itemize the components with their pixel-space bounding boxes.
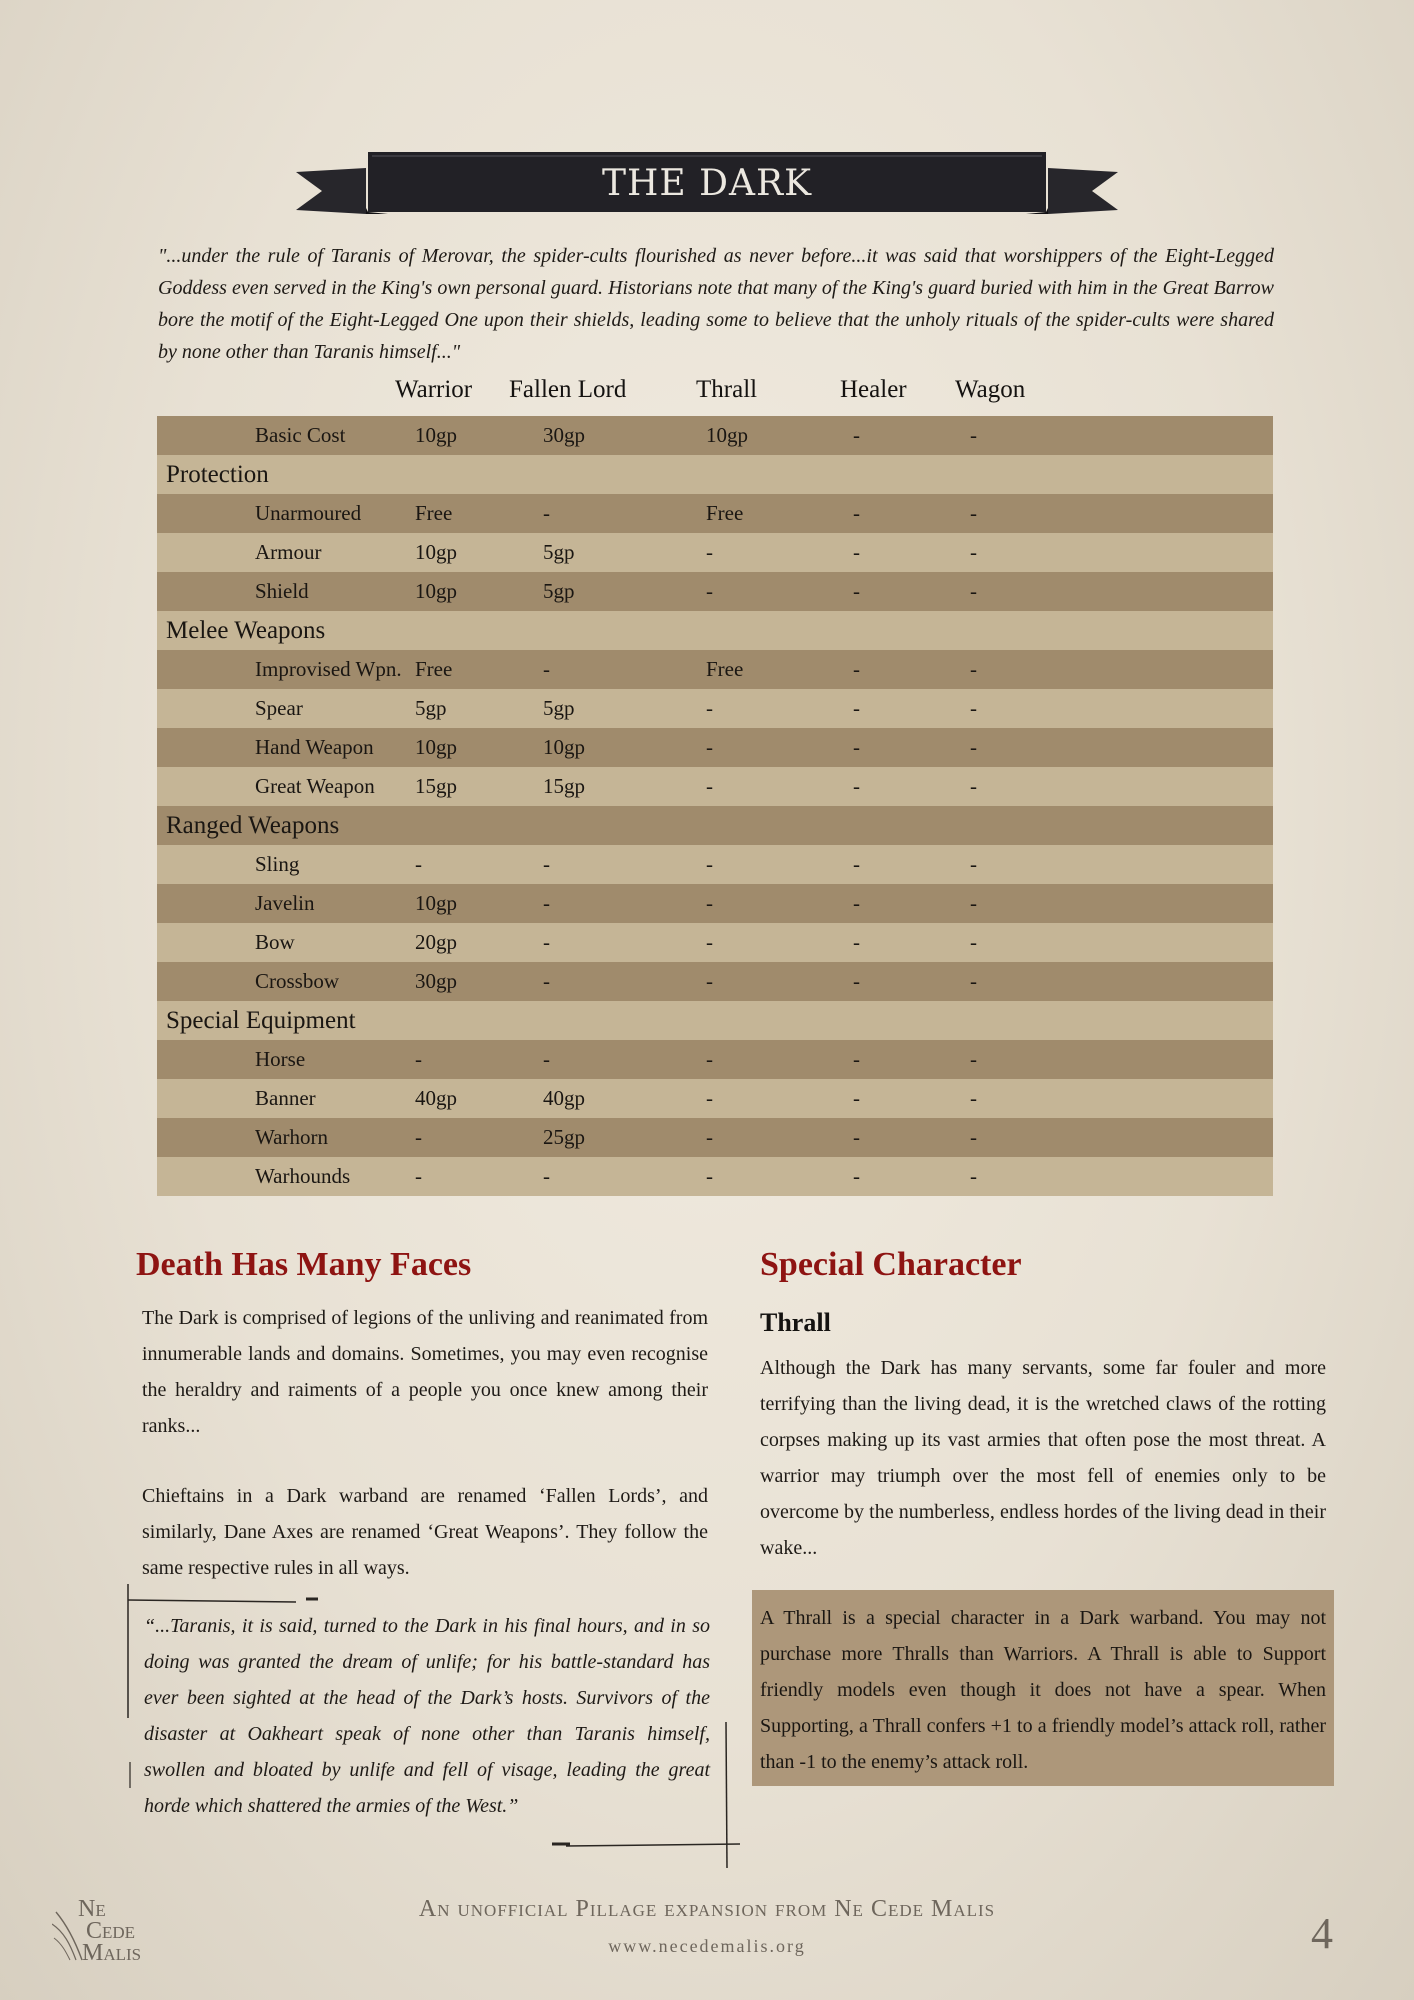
thrall-paragraph: Although the Dark has many servants, some far fouler and more terrifying than the living dead, it is the wretched claws of the rotting corpses making up its vast armies that often pose the most threat. A warrior may triumph over the most fell of enemies only to be overcome by the numberless, endless hordes of the living dead in their wake...: [760, 1357, 1326, 1559]
table-section-row: [157, 611, 1273, 650]
table-row: [157, 845, 1273, 884]
table-row: [157, 1040, 1273, 1079]
cell-healer: -: [853, 735, 860, 759]
section-label: Special Equipment: [166, 1007, 356, 1034]
cell-thrall: -: [706, 1125, 713, 1149]
item-label: Basic Cost: [255, 423, 346, 447]
cell-warrior: -: [415, 1047, 422, 1071]
item-label: Improvised Wpn.: [255, 657, 402, 681]
table-row: [157, 650, 1273, 689]
cell-thrall: -: [706, 774, 713, 798]
cost-table: [157, 416, 1273, 1196]
cell-wagon: -: [970, 423, 977, 447]
table-row: [157, 923, 1273, 962]
death-paragraph-2: Chieftains in a Dark warband are renamed ‘Fallen Lords’, and similarly, Dane Axes are renamed ‘Great Weapons’. They follow the same respective rules in all ways.: [142, 1485, 708, 1579]
heading-special-character: Special Character: [760, 1246, 1022, 1283]
cell-wagon: -: [970, 1164, 977, 1188]
cell-wagon: -: [970, 930, 977, 954]
cell-thrall: -: [706, 852, 713, 876]
table-row: [157, 962, 1273, 1001]
section-label: Protection: [166, 461, 269, 488]
table-row: [157, 533, 1273, 572]
cell-warrior: -: [415, 852, 422, 876]
cell-warrior: 10gp: [415, 540, 457, 564]
cell-fallen-lord: -: [543, 969, 550, 993]
cell-fallen-lord: 30gp: [543, 423, 585, 447]
cell-healer: -: [853, 579, 860, 603]
section-label: Melee Weapons: [166, 617, 326, 644]
table-section-row: [157, 455, 1273, 494]
cell-fallen-lord: -: [543, 1047, 550, 1071]
logo-line-3: Malis: [82, 1940, 142, 1966]
cell-thrall: 10gp: [706, 423, 748, 447]
table-row: [157, 494, 1273, 533]
cell-fallen-lord: 5gp: [543, 579, 575, 603]
cell-wagon: -: [970, 1086, 977, 1110]
cell-fallen-lord: 40gp: [543, 1086, 585, 1110]
item-label: Crossbow: [255, 969, 340, 993]
taranis-quote-box: [126, 1582, 740, 1868]
cell-thrall: -: [706, 696, 713, 720]
table-row: [157, 689, 1273, 728]
cell-thrall: Free: [706, 657, 744, 681]
table-row: [157, 1157, 1273, 1196]
cell-warrior: 10gp: [415, 891, 457, 915]
cell-warrior: 5gp: [415, 696, 447, 720]
cell-fallen-lord: -: [543, 852, 550, 876]
cell-wagon: -: [970, 1047, 977, 1071]
heading-death-has-many-faces: Death Has Many Faces: [136, 1246, 472, 1283]
section-label: Ranged Weapons: [166, 812, 340, 839]
cell-fallen-lord: 5gp: [543, 696, 575, 720]
item-label: Horse: [255, 1047, 306, 1071]
cell-healer: -: [853, 540, 860, 564]
item-label: Warhounds: [255, 1164, 351, 1188]
cell-thrall: -: [706, 579, 713, 603]
cell-wagon: -: [970, 1125, 977, 1149]
cell-thrall: -: [706, 1086, 713, 1110]
cell-healer: -: [853, 969, 860, 993]
cell-thrall: Free: [706, 501, 744, 525]
page-title: THE DARK: [602, 163, 812, 204]
taranis-quote: “...Taranis, it is said, turned to the Dark in his final hours, and in so doing was granted the dream of unlife; for his battle-standard has ever been sighted at the head of the Dark’s hosts. Survivors of the disaster at Oakheart speak of none other than Taranis himself, swollen and bloated by unlife and fell of visage, leading the great horde which shattered the armies of the West.”: [144, 1615, 710, 1817]
cell-healer: -: [853, 891, 860, 915]
item-label: Unarmoured: [255, 501, 362, 525]
item-label: Shield: [255, 579, 309, 603]
cell-healer: -: [853, 774, 860, 798]
table-row: [157, 416, 1273, 455]
cell-wagon: -: [970, 852, 977, 876]
footer-website-link[interactable]: www.necedemalis.org: [608, 1936, 806, 1956]
cell-healer: -: [853, 1125, 860, 1149]
item-label: Hand Weapon: [255, 735, 374, 759]
cell-warrior: -: [415, 1164, 422, 1188]
cell-wagon: -: [970, 735, 977, 759]
cell-warrior: Free: [415, 501, 453, 525]
cell-thrall: -: [706, 540, 713, 564]
cell-warrior: 40gp: [415, 1086, 457, 1110]
cell-thrall: -: [706, 735, 713, 759]
cell-warrior: 10gp: [415, 735, 457, 759]
cell-thrall: -: [706, 891, 713, 915]
table-row: [157, 1118, 1273, 1157]
cell-warrior: 20gp: [415, 930, 457, 954]
cell-wagon: -: [970, 657, 977, 681]
item-label: Bow: [255, 930, 295, 954]
column-header-thrall: Thrall: [696, 376, 758, 403]
item-label: Sling: [255, 852, 300, 876]
cell-fallen-lord: 15gp: [543, 774, 585, 798]
cell-fallen-lord: 5gp: [543, 540, 575, 564]
cell-wagon: -: [970, 891, 977, 915]
column-header-wagon: Wagon: [955, 376, 1026, 403]
cell-wagon: -: [970, 540, 977, 564]
cell-warrior: 10gp: [415, 423, 457, 447]
table-row: [157, 884, 1273, 923]
column-header-fallen-lord: Fallen Lord: [509, 376, 627, 403]
item-label: Armour: [255, 540, 322, 564]
cell-thrall: -: [706, 930, 713, 954]
cell-wagon: -: [970, 969, 977, 993]
cell-wagon: -: [970, 579, 977, 603]
cell-thrall: -: [706, 969, 713, 993]
cell-fallen-lord: 10gp: [543, 735, 585, 759]
cell-healer: -: [853, 1164, 860, 1188]
item-label: Banner: [255, 1086, 316, 1110]
cell-fallen-lord: -: [543, 930, 550, 954]
table-row: [157, 728, 1273, 767]
item-label: Javelin: [255, 891, 315, 915]
logo-line-1: Ne: [78, 1896, 106, 1922]
intro-quote: "...under the rule of Taranis of Merovar, the spider-cults flourished as never before...it was said that worshippers of the Eight-Legged Goddess even served in the King's own personal guard. Historians note that many of the King's guard buried with him in the Great Barrow bore the motif of the Eight-Legged One upon their shields, leading some to believe that the unholy rituals of the spider-cults were shared by none other than Taranis himself...": [158, 245, 1274, 363]
item-label: Warhorn: [255, 1125, 328, 1149]
cell-wagon: -: [970, 501, 977, 525]
cell-warrior: -: [415, 1125, 422, 1149]
cell-thrall: -: [706, 1047, 713, 1071]
subheading-thrall: Thrall: [760, 1308, 831, 1337]
cell-thrall: -: [706, 1164, 713, 1188]
table-row: [157, 767, 1273, 806]
cell-warrior: 30gp: [415, 969, 457, 993]
cell-warrior: 15gp: [415, 774, 457, 798]
thrall-rules-text: A Thrall is a special character in a Dark warband. You may not purchase more Thralls than Warriors. A Thrall is able to Support friendly models even though it does not have a spear. When Supporting, a Thrall confers +1 to a friendly model’s attack roll, rather than -1 to the enemy’s attack roll.: [760, 1607, 1326, 1773]
cell-fallen-lord: -: [543, 1164, 550, 1188]
cell-healer: -: [853, 696, 860, 720]
cell-healer: -: [853, 501, 860, 525]
cell-healer: -: [853, 1047, 860, 1071]
table-section-row: [157, 1001, 1273, 1040]
title-banner: [296, 148, 1118, 228]
cell-healer: -: [853, 1086, 860, 1110]
footer-tagline: An unofficial Pillage expansion from Ne Cede Malis: [418, 1896, 996, 1922]
death-paragraph-1: The Dark is comprised of legions of the unliving and reanimated from innumerable lands and domains. Sometimes, you may even recognise the heraldry and raiments of a people you once knew among their ranks...: [142, 1307, 708, 1437]
column-header-warrior: Warrior: [395, 376, 473, 403]
cell-fallen-lord: 25gp: [543, 1125, 585, 1149]
table-row: [157, 1079, 1273, 1118]
cell-warrior: 10gp: [415, 579, 457, 603]
cell-fallen-lord: -: [543, 501, 550, 525]
cell-healer: -: [853, 930, 860, 954]
logo-line-2: Cede: [86, 1918, 136, 1944]
cell-wagon: -: [970, 696, 977, 720]
cell-fallen-lord: -: [543, 891, 550, 915]
item-label: Spear: [255, 696, 303, 720]
column-header-healer: Healer: [840, 376, 907, 403]
thrall-rules-box: [752, 1590, 1334, 1786]
table-section-row: [157, 806, 1273, 845]
cell-healer: -: [853, 423, 860, 447]
cell-healer: -: [853, 657, 860, 681]
table-row: [157, 572, 1273, 611]
page-number: 4: [1311, 1909, 1333, 1958]
cell-warrior: Free: [415, 657, 453, 681]
cell-healer: -: [853, 852, 860, 876]
cell-fallen-lord: -: [543, 657, 550, 681]
cell-wagon: -: [970, 774, 977, 798]
item-label: Great Weapon: [255, 774, 375, 798]
